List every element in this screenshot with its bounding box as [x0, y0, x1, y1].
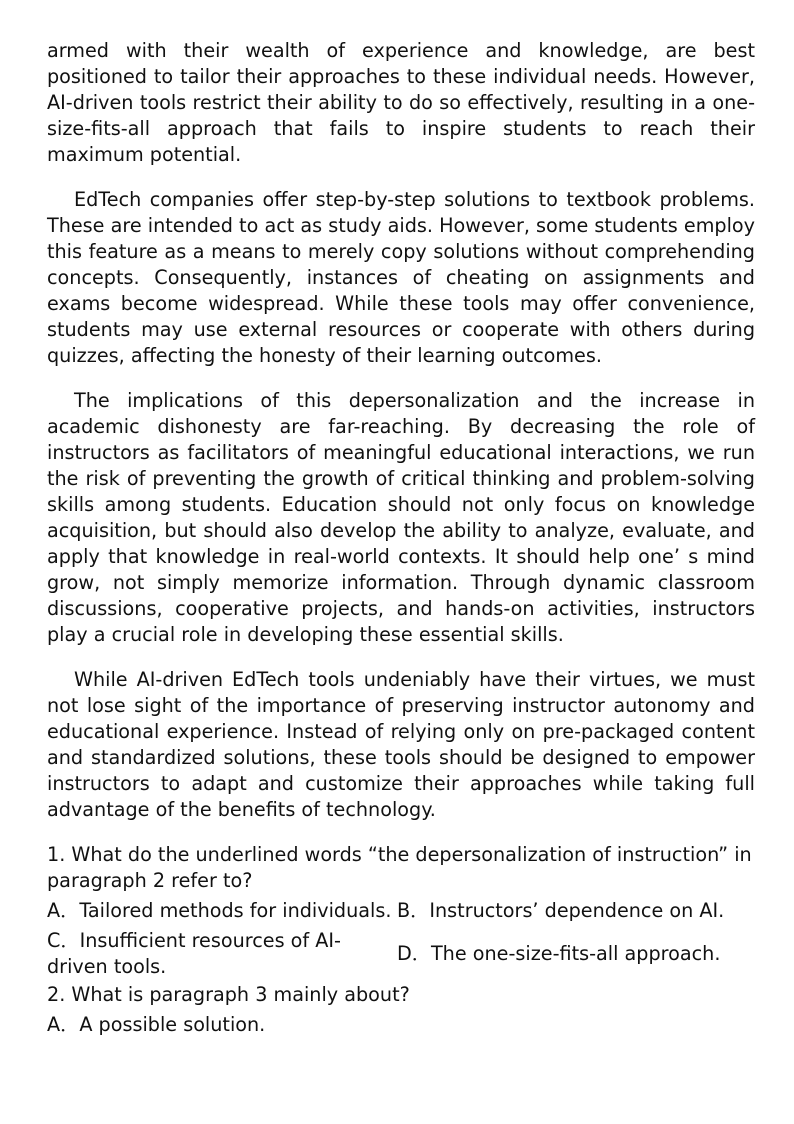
question-2	[47, 982, 755, 1038]
question-1-option-a: A．Tailored methods for individuals.	[47, 899, 392, 922]
question-1-options-row-1	[47, 898, 755, 924]
passage-paragraph-continued: armed with their wealth of experience and knowledge, are best positioned to tailor their approaches to these individual needs. However, AI-driven tools restrict their ability to do so effectively, resulting in a one-size-fits-all approach that fails to inspire students to reach their maximum potential.	[47, 39, 755, 166]
question-1-options-row-2	[47, 928, 755, 980]
question-2-option-a: A．A possible solution.	[47, 1013, 266, 1036]
question-1-option-b: B．Instructors’ dependence on AI.	[397, 899, 725, 922]
question-1-option-d: D．The one-size-fits-all approach.	[397, 942, 721, 965]
question-2-stem: 2. What is paragraph 3 mainly about?	[47, 983, 410, 1006]
passage-paragraph-conclusion: While AI-driven EdTech tools undeniably have their virtues, we must not lose sight of the importance of preserving instructor autonomy and educational experience. Instead of relying only on pre-packaged content and standardized solutions, these tools should be designed to empower instructors to adapt and customize their approaches while taking full advantage of the benefits of technology.	[47, 668, 755, 821]
question-1	[47, 842, 755, 980]
document-page	[47, 38, 755, 1038]
passage-paragraph-edtech-solutions: EdTech companies offer step-by-step solutions to textbook problems. These are intended to act as study aids. However, some students employ this feature as a means to merely copy solutions without comprehending concepts. Consequently, instances of cheating on assignments and exams become widespread. While these tools may offer convenience, students may use external resources or cooperate with others during quizzes, affecting the honesty of their learning outcomes.	[47, 188, 755, 367]
question-1-stem: 1. What do the underlined words “the depersonalization of instruction” in paragraph 2 refer to?	[47, 843, 752, 892]
passage-paragraph-implications: The implications of this depersonalization and the increase in academic dishonesty are far-reaching. By decreasing the role of instructors as facilitators of meaningful educational interactions, we run the risk of preventing the growth of critical thinking and problem-solving skills among students. Education should not only focus on knowledge acquisition, but should also develop the ability to analyze, evaluate, and apply that knowledge in real-world contexts. It should help one’ s mind grow, not simply memorize information. Through dynamic classroom discussions, cooperative projects, and hands-on activities, instructors play a crucial role in developing these essential skills.	[47, 389, 755, 646]
question-1-option-c: C．Insufficient resources of AI-driven tools.	[47, 929, 341, 978]
